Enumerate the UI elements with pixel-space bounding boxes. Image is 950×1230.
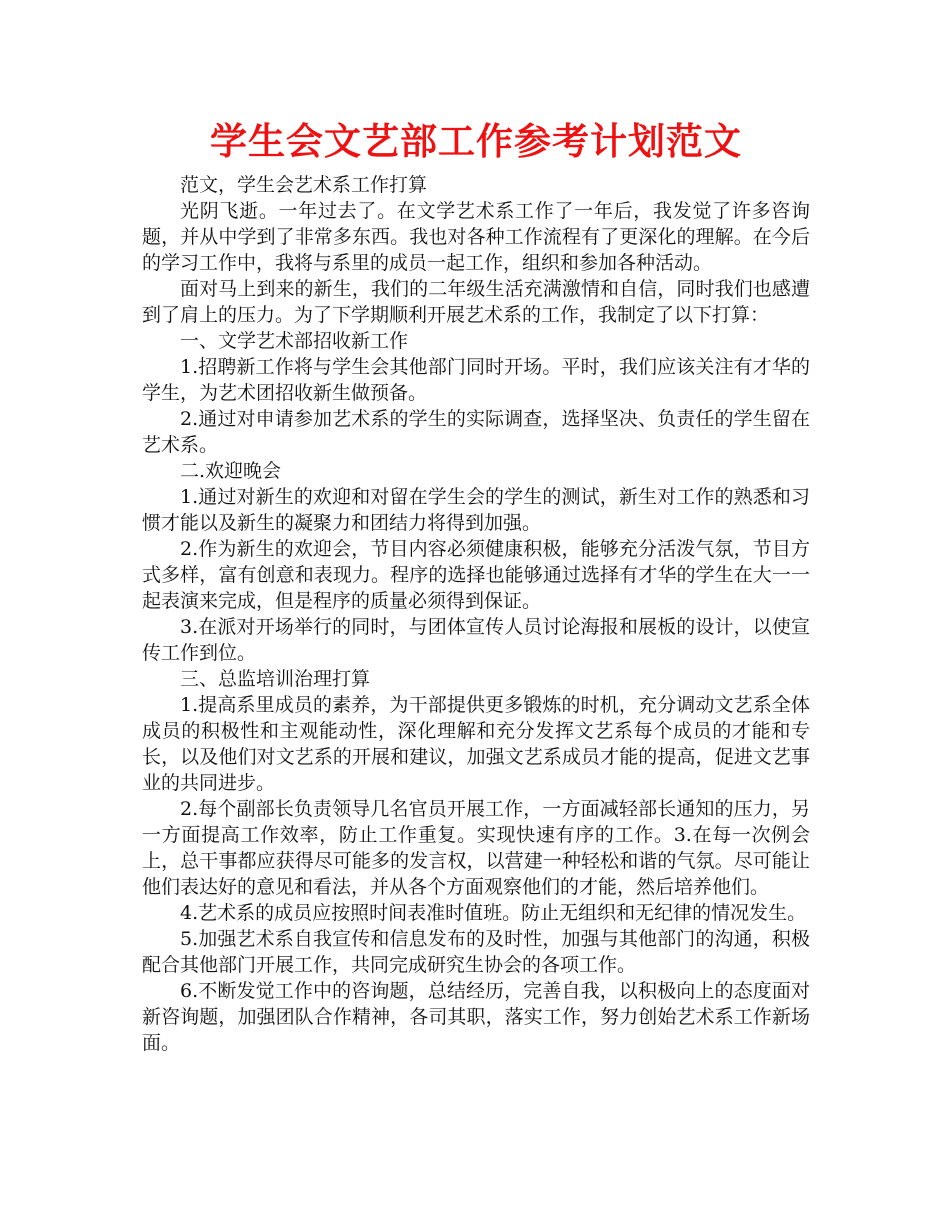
section-heading-training: 三、总监培训治理打算 bbox=[180, 668, 371, 690]
document-body bbox=[142, 172, 810, 1056]
paragraph-subtitle: 范文，学生会艺术系工作打算 bbox=[180, 174, 428, 196]
paragraph-training-5: 5.加强艺术系自我宣传和信息发布的及时性，加强与其他部门的沟通，积极配合其他部门开展工作，共同完成研究生协会的各项工作。 bbox=[142, 928, 810, 976]
paragraph-welcome-1: 1.通过对新生的欢迎和对留在学生会的学生的测试，新生对工作的熟悉和习惯才能以及新生的凝聚力和团结力将得到加强。 bbox=[142, 486, 810, 534]
section-heading-welcome-party: 二.欢迎晚会 bbox=[180, 460, 282, 482]
paragraph-training-2: 2.每个副部长负责领导几名官员开展工作，一方面减轻部长通知的压力，另一方面提高工作效率，防止工作重复。实现快速有序的工作。3.在每一次例会上，总干事都应获得尽可能多的发言权，以营建一种轻松和谐的气氛。尽可能让他们表达好的意见和看法，并从各个方面观察他们的才能，然后培养他们。 bbox=[142, 798, 810, 898]
document-title: 学生会文艺部工作参考计划范文 bbox=[210, 120, 742, 163]
paragraph-plan-intro: 面对马上到来的新生，我们的二年级生活充满激情和自信，同时我们也感遭到了肩上的压力。为了下学期顺利开展艺术系的工作，我制定了以下打算： bbox=[142, 278, 810, 326]
paragraph-intro: 光阴飞逝。一年过去了。在文学艺术系工作了一年后，我发觉了许多咨询题，并从中学到了非常多东西。我也对各种工作流程有了更深化的理解。在今后的学习工作中，我将与系里的成员一起工作，组织和参加各种活动。 bbox=[142, 200, 810, 274]
paragraph-training-6: 6.不断发觉工作中的咨询题，总结经历，完善自我，以积极向上的态度面对新咨询题，加强团队合作精神，各司其职，落实工作，努力创始艺术系工作新场面。 bbox=[142, 980, 810, 1054]
paragraph-recruitment-2: 2.通过对申请参加艺术系的学生的实际调查，选择坚决、负责任的学生留在艺术系。 bbox=[142, 408, 810, 456]
section-heading-recruitment: 一、文学艺术部招收新工作 bbox=[180, 330, 409, 352]
paragraph-welcome-3: 3.在派对开场举行的同时，与团体宣传人员讨论海报和展板的设计，以使宣传工作到位。 bbox=[142, 616, 810, 664]
paragraph-welcome-2: 2.作为新生的欢迎会，节目内容必须健康积极，能够充分活泼气氛，节目方式多样，富有创意和表现力。程序的选择也能够通过选择有才华的学生在大一一起表演来完成，但是程序的质量必须得到保证。 bbox=[142, 538, 810, 612]
document-page bbox=[142, 118, 810, 1056]
paragraph-training-4: 4.艺术系的成员应按照时间表准时值班。防止无组织和无纪律的情况发生。 bbox=[180, 902, 807, 924]
paragraph-training-1: 1.提高系里成员的素养，为干部提供更多锻炼的时机，充分调动文艺系全体成员的积极性和主观能动性，深化理解和充分发挥文艺系每个成员的才能和专长，以及他们对文艺系的开展和建议，加强文艺系成员才能的提高，促进文艺事业的共同进步。 bbox=[142, 694, 810, 794]
paragraph-recruitment-1: 1.招聘新工作将与学生会其他部门同时开场。平时，我们应该关注有才华的学生，为艺术团招收新生做预备。 bbox=[142, 356, 810, 404]
